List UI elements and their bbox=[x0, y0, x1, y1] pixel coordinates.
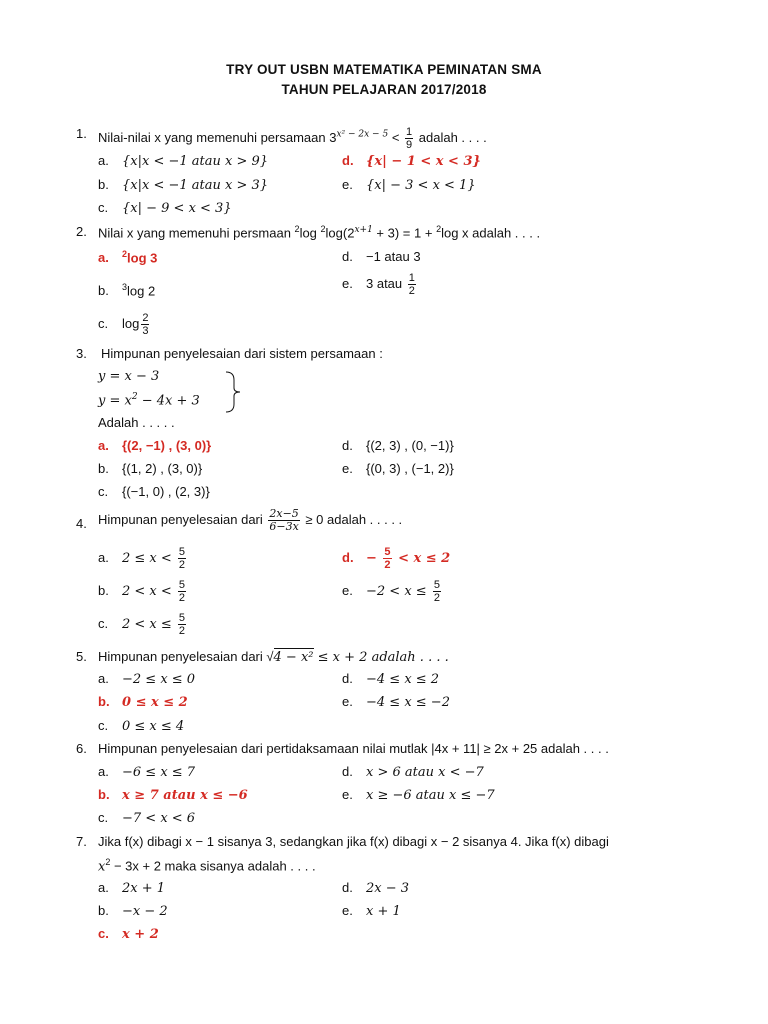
q7-line2-exp: 2 bbox=[105, 857, 111, 867]
option-label: d. bbox=[342, 764, 353, 779]
option-label: a. bbox=[98, 671, 109, 686]
option-label: e. bbox=[342, 903, 353, 918]
title-line-1: TRY OUT USBN MATEMATIKA PEMINATAN SMA bbox=[226, 62, 542, 77]
option-text: −2 ≤ x ≤ 0 bbox=[122, 672, 196, 687]
q5-option-a[interactable] bbox=[98, 671, 195, 687]
q5-option-d[interactable] bbox=[342, 671, 439, 687]
frac-num: 5 bbox=[384, 546, 391, 558]
q7-option-d[interactable] bbox=[342, 880, 409, 896]
q2-option-e[interactable] bbox=[342, 272, 418, 297]
frac-den: 2 bbox=[408, 285, 415, 297]
option-text: 3 atau bbox=[366, 275, 406, 291]
q3-adalah: Adalah . . . . . bbox=[98, 415, 175, 430]
frac-den: 2 bbox=[433, 592, 440, 604]
q6-option-a[interactable] bbox=[98, 764, 195, 780]
option-text: {x| − 3 < x < 1} bbox=[366, 178, 476, 193]
q1-option-b[interactable] bbox=[98, 177, 268, 193]
q2-a-base: 2 bbox=[122, 249, 128, 259]
option-label: a. bbox=[98, 438, 109, 453]
q3-option-e[interactable] bbox=[342, 461, 454, 476]
question-4-number: 4. bbox=[76, 516, 87, 531]
question-2-number: 2. bbox=[76, 224, 87, 239]
q7-option-c[interactable] bbox=[98, 926, 159, 942]
q1-fraction bbox=[405, 126, 413, 151]
q4-option-a[interactable] bbox=[98, 546, 188, 571]
option-text-suffix: < x ≤ 2 bbox=[393, 550, 451, 566]
q1-frac-num: 1 bbox=[406, 126, 413, 138]
frac-num: 5 bbox=[178, 612, 186, 624]
option-label: d. bbox=[342, 249, 353, 264]
option-text: log bbox=[122, 315, 140, 331]
option-text: −2 < x ≤ bbox=[366, 583, 431, 599]
option-text: {(2, 3) , (0, −1)} bbox=[366, 438, 454, 453]
q2-text-mid: + 3) = 1 + bbox=[372, 225, 437, 241]
question-4-text bbox=[98, 508, 402, 533]
option-label: e. bbox=[342, 582, 353, 598]
q1-text-prefix: Nilai-nilai x yang memenuhi persamaan 3 bbox=[98, 129, 337, 145]
q2-log2: log(2 bbox=[325, 225, 355, 241]
title-line-2: TAHUN PELAJARAN 2017/2018 bbox=[281, 82, 487, 97]
q5-sqrt-inner: 4 − x² bbox=[273, 650, 314, 665]
frac-num: 5 bbox=[433, 579, 440, 591]
q4-option-b[interactable] bbox=[98, 579, 188, 604]
option-label: d. bbox=[342, 153, 354, 168]
option-text: −4 ≤ x ≤ 2 bbox=[366, 672, 440, 687]
frac-den: 2 bbox=[178, 592, 186, 604]
frac-den: 2 bbox=[178, 559, 186, 571]
option-text: {(0, 3) , (−1, 2)} bbox=[366, 461, 454, 476]
q1-option-c[interactable] bbox=[98, 200, 232, 216]
option-label: d. bbox=[342, 438, 353, 453]
q3-option-b[interactable] bbox=[98, 461, 202, 476]
frac-num: 2x−5 bbox=[269, 507, 299, 520]
frac-num: 5 bbox=[178, 546, 186, 558]
q5-option-b[interactable] bbox=[98, 694, 188, 710]
question-6-number: 6. bbox=[76, 741, 87, 756]
question-6-text: Himpunan penyelesaian dari pertidaksamaan nilai mutlak |4x + 11| ≥ 2x + 25 adalah . . . . bbox=[98, 741, 609, 756]
q7-option-e[interactable] bbox=[342, 903, 401, 919]
option-text: x + 2 bbox=[122, 927, 159, 942]
option-label: c. bbox=[98, 200, 109, 215]
q4-text-suffix: ≥ 0 adalah . . . . . bbox=[301, 511, 403, 527]
option-label: a. bbox=[98, 549, 109, 565]
q1-option-a[interactable] bbox=[98, 153, 268, 169]
option-label: e. bbox=[342, 787, 353, 802]
q6-option-d[interactable] bbox=[342, 764, 484, 780]
q3-option-c[interactable] bbox=[98, 484, 210, 499]
q4-fraction bbox=[268, 508, 299, 533]
q4-c-fraction bbox=[178, 612, 186, 637]
option-label: b. bbox=[98, 461, 109, 476]
q4-option-e[interactable] bbox=[342, 579, 443, 604]
option-text: {x| − 1 < x < 3} bbox=[366, 154, 481, 169]
option-label: d. bbox=[342, 671, 353, 686]
q7-line2-prefix: x bbox=[98, 859, 106, 875]
q2-e-fraction bbox=[408, 272, 416, 297]
option-text: −1 atau 3 bbox=[366, 249, 421, 264]
q4-b-fraction bbox=[178, 579, 186, 604]
option-text: {(−1, 0) , (2, 3)} bbox=[122, 484, 210, 499]
q1-text-middle: < bbox=[388, 129, 404, 145]
frac-num: 5 bbox=[178, 579, 186, 591]
option-text: {(1, 2) , (3, 0)} bbox=[122, 461, 203, 476]
q5-text-prefix: Himpunan penyelesaian dari bbox=[98, 649, 267, 664]
right-brace-icon bbox=[224, 370, 244, 414]
q3-eq2-exp: 2 bbox=[131, 392, 138, 402]
option-label: b. bbox=[98, 694, 110, 709]
q3-eq2-prefix: y = x bbox=[98, 393, 132, 409]
option-text: {x|x < −1 atau x > 3} bbox=[122, 178, 269, 193]
option-text: 2x − 3 bbox=[366, 881, 410, 896]
option-label: b. bbox=[98, 903, 109, 918]
q5-option-c[interactable] bbox=[98, 718, 184, 734]
option-label: e. bbox=[342, 461, 353, 476]
option-text: {(2, −1) , (3, 0)} bbox=[122, 438, 212, 453]
q4-a-fraction bbox=[178, 546, 186, 571]
frac-den: 2 bbox=[178, 625, 186, 637]
option-label: b. bbox=[98, 787, 110, 802]
option-text: − bbox=[366, 550, 382, 566]
option-label: a. bbox=[98, 153, 109, 168]
option-text: 0 ≤ x ≤ 4 bbox=[122, 719, 185, 734]
q5-text-suffix: ≤ x + 2 adalah . . . . bbox=[313, 650, 449, 665]
question-1-number: 1. bbox=[76, 126, 87, 141]
q2-exp: x+1 bbox=[354, 225, 373, 235]
q2-option-c[interactable] bbox=[98, 312, 151, 337]
frac-num: 2 bbox=[142, 312, 149, 324]
q2-base2: 2 bbox=[320, 224, 326, 234]
question-7-text-line-2 bbox=[98, 857, 316, 874]
question-5-text bbox=[98, 649, 449, 665]
option-text: 2x + 1 bbox=[122, 881, 166, 896]
option-text: x + 1 bbox=[366, 904, 401, 919]
q2-c-fraction bbox=[141, 312, 149, 337]
option-label: e. bbox=[342, 275, 353, 291]
q6-option-c[interactable] bbox=[98, 810, 195, 826]
q2-log3: log x adalah . . . . bbox=[441, 225, 541, 241]
q1-text-suffix: adalah . . . . bbox=[415, 129, 487, 145]
option-label: c. bbox=[98, 315, 109, 331]
q7-option-b[interactable] bbox=[98, 903, 168, 919]
q7-line2-suffix: − 3x + 2 maka sisanya adalah . . . . bbox=[110, 858, 316, 874]
option-text: 2 ≤ x < bbox=[122, 550, 176, 566]
question-1-text bbox=[98, 126, 487, 151]
option-label: b. bbox=[98, 177, 109, 192]
frac-den: 3 bbox=[142, 325, 149, 337]
q2-base3: 2 bbox=[436, 224, 442, 234]
question-7-number: 7. bbox=[76, 834, 87, 849]
q7-option-a[interactable] bbox=[98, 880, 165, 896]
q1-frac-den: 9 bbox=[406, 139, 413, 151]
question-7-text-line-1: Jika f(x) dibagi x − 1 sisanya 3, sedangkan jika f(x) dibagi x − 2 sisanya 4. Jika f(x) dibagi bbox=[98, 834, 609, 849]
question-5-number: 5. bbox=[76, 649, 87, 664]
q2-text-prefix: Nilai x yang memenuhi persmaan bbox=[98, 225, 295, 241]
option-text: log 3 bbox=[127, 250, 158, 266]
q4-text-prefix: Himpunan penyelesaian dari bbox=[98, 511, 267, 527]
option-label: a. bbox=[98, 764, 109, 779]
option-text: 2 < x ≤ bbox=[122, 616, 176, 632]
option-label: a. bbox=[98, 880, 109, 895]
option-label: c. bbox=[98, 926, 109, 941]
q6-option-e[interactable] bbox=[342, 787, 495, 803]
q3-option-a[interactable] bbox=[98, 438, 211, 453]
option-text: x ≥ 7 atau x ≤ −6 bbox=[122, 788, 248, 803]
q4-option-c[interactable] bbox=[98, 612, 188, 637]
q2-option-b[interactable] bbox=[98, 282, 155, 298]
option-label: c. bbox=[98, 484, 109, 499]
q1-option-e[interactable] bbox=[342, 177, 476, 193]
q4-e-fraction bbox=[433, 579, 441, 604]
q5-option-e[interactable] bbox=[342, 694, 450, 710]
option-text: log 2 bbox=[127, 283, 156, 299]
option-label: a. bbox=[98, 250, 109, 266]
q1-exponent: x² − 2x − 5 bbox=[336, 129, 389, 140]
option-label: b. bbox=[98, 283, 109, 299]
q3-option-d[interactable] bbox=[342, 438, 454, 453]
q2-b-base: 3 bbox=[122, 282, 128, 292]
q3-equation-2 bbox=[98, 392, 200, 408]
q4-d-fraction bbox=[383, 546, 391, 571]
question-2-text bbox=[98, 224, 540, 240]
option-text: 2 < x < bbox=[122, 583, 176, 599]
option-text: −4 ≤ x ≤ −2 bbox=[366, 695, 450, 710]
q6-option-b[interactable] bbox=[98, 787, 248, 803]
q1-option-d[interactable] bbox=[342, 153, 481, 169]
option-label: c. bbox=[98, 615, 109, 631]
q2-log1: log bbox=[299, 225, 321, 241]
option-text: x ≥ −6 atau x ≤ −7 bbox=[366, 788, 495, 803]
option-text: {x| − 9 < x < 3} bbox=[122, 201, 232, 216]
frac-den: 2 bbox=[384, 559, 391, 571]
question-3-number: 3. bbox=[76, 346, 87, 361]
option-label: d. bbox=[342, 549, 354, 565]
question-3-text: Himpunan penyelesaian dari sistem persamaan : bbox=[101, 346, 383, 361]
option-label: b. bbox=[98, 582, 109, 598]
option-label: e. bbox=[342, 177, 353, 192]
option-label: c. bbox=[98, 810, 109, 825]
option-text: {x|x < −1 atau x > 9} bbox=[122, 154, 269, 169]
option-label: e. bbox=[342, 694, 353, 709]
option-text: 0 ≤ x ≤ 2 bbox=[122, 695, 188, 710]
q2-option-a[interactable] bbox=[98, 249, 157, 265]
option-text: x > 6 atau x < −7 bbox=[366, 765, 484, 780]
option-text: −x − 2 bbox=[122, 904, 168, 919]
frac-num: 1 bbox=[408, 272, 415, 284]
sqrt-icon: √ bbox=[266, 649, 274, 664]
q4-option-d[interactable] bbox=[342, 546, 450, 571]
q2-option-d[interactable] bbox=[342, 249, 421, 264]
option-text: −7 < x < 6 bbox=[122, 811, 196, 826]
q3-eq2-suffix: − 4x + 3 bbox=[137, 393, 200, 409]
q3-equation-1: y = x − 3 bbox=[98, 369, 160, 384]
q2-base1: 2 bbox=[294, 224, 300, 234]
option-text: −6 ≤ x ≤ 7 bbox=[122, 765, 196, 780]
option-label: d. bbox=[342, 880, 353, 895]
option-label: c. bbox=[98, 718, 109, 733]
frac-den: 6−3x bbox=[269, 520, 299, 533]
